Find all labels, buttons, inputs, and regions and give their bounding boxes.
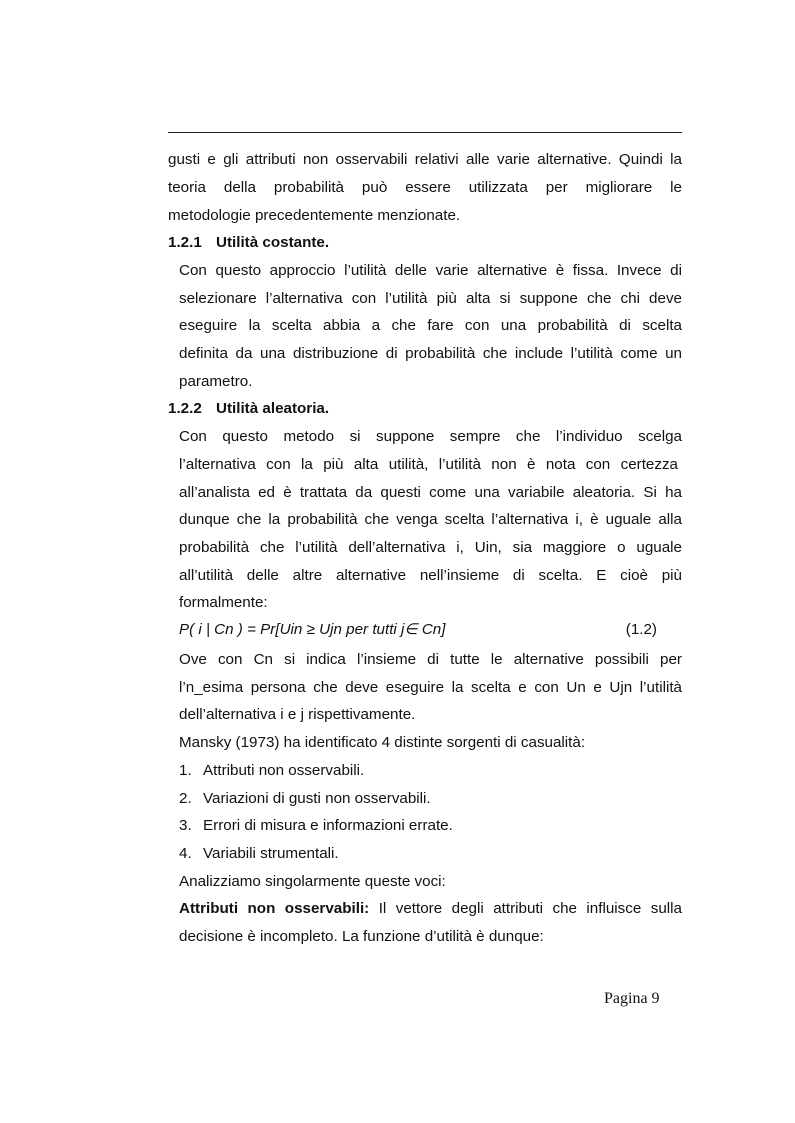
paragraph-line: l’n_esima persona che deve eseguire la scelta e con Un e Ujn l’utilità xyxy=(179,679,682,696)
paragraph-line: dell’alternativa i e j rispettivamente. xyxy=(179,706,416,723)
paragraph-line: eseguire la scelta abbia a che fare con una probabilità di scelta xyxy=(179,317,682,334)
section-heading-1-2-2 xyxy=(168,395,329,423)
paragraph-line: Con questo approccio l’utilità delle varie alternative è fissa. Invece di xyxy=(179,262,682,279)
list-item: 2. Variazioni di gusti non osservabili. xyxy=(179,789,431,807)
paragraph-line: l’alternativa con la più alta utilità, l’utilità non è nota con certezza xyxy=(179,456,678,473)
analysis-sentence: Analizziamo singolarmente queste voci: xyxy=(179,873,446,890)
paragraph-line: formalmente: xyxy=(179,594,268,611)
mansky-sentence: Mansky (1973) ha identificato 4 distinte sorgenti di casualità: xyxy=(179,734,586,751)
paragraph-line: Con questo metodo si suppone sempre che l’individuo scelga xyxy=(179,428,682,445)
section-title: Utilità aleatoria. xyxy=(216,400,330,417)
paragraph-line: all’utilità delle altre alternative nell’insieme di scelta. E cioè più xyxy=(179,567,682,584)
equation-body: P( i | Cn ) = Pr[Uin ≥ Ujn per tutti j∈ Cn] xyxy=(179,621,446,638)
paragraph-line: decisione è incompleto. La funzione d’utilità è dunque: xyxy=(179,928,544,945)
equation-1-2 xyxy=(179,616,657,644)
section-number: 1.2.2 xyxy=(168,400,202,417)
equation-number: (1.2) xyxy=(625,621,657,638)
section-number: 1.2.1 xyxy=(168,234,202,251)
paragraph-line: probabilità che l’utilità dell’alternativa i, Uin, sia maggiore o uguale xyxy=(179,539,682,556)
randomness-sources-list xyxy=(179,757,453,867)
paragraph-line: definita da una distribuzione di probabilità che include l’utilità come un xyxy=(179,345,682,362)
header-rule xyxy=(168,132,682,133)
list-item: 1. Attributi non osservabili. xyxy=(179,762,365,779)
paragraph-line: Attributi non osservabili: Il vettore degli attributi che influisce sulla xyxy=(179,900,683,917)
list-item: 3. Errori di misura e informazioni errate. xyxy=(179,817,453,835)
paragraph-line: dunque che la probabilità che venga scelta l’alternativa i, è uguale alla xyxy=(179,511,682,528)
intro-line: teoria della probabilità può essere utilizzata per migliorare le xyxy=(168,179,682,196)
paragraph-line: all’analista ed è trattata da questi come una variabile aleatoria. Si ha xyxy=(179,484,682,501)
section-title: Utilità costante. xyxy=(216,234,330,251)
list-item: 4. Variabili strumentali. xyxy=(179,844,339,862)
intro-line: gusti e gli attributi non osservabili relativi alle varie alternative. Quindi la xyxy=(168,151,682,168)
page-number: Pagina 9 xyxy=(604,990,660,1007)
paragraph-line: parametro. xyxy=(179,373,253,390)
paragraph-line: Ove con Cn si indica l’insieme di tutte le alternative possibili per xyxy=(179,651,682,668)
intro-line: metodologie precedentemente menzionate. xyxy=(168,207,461,224)
paragraph-line: selezionare l’alternativa con l’utilità più alta si suppone che chi deve xyxy=(179,290,682,307)
section-heading-1-2-1 xyxy=(168,229,329,257)
term-bold: Attributi non osservabili: xyxy=(179,900,370,917)
